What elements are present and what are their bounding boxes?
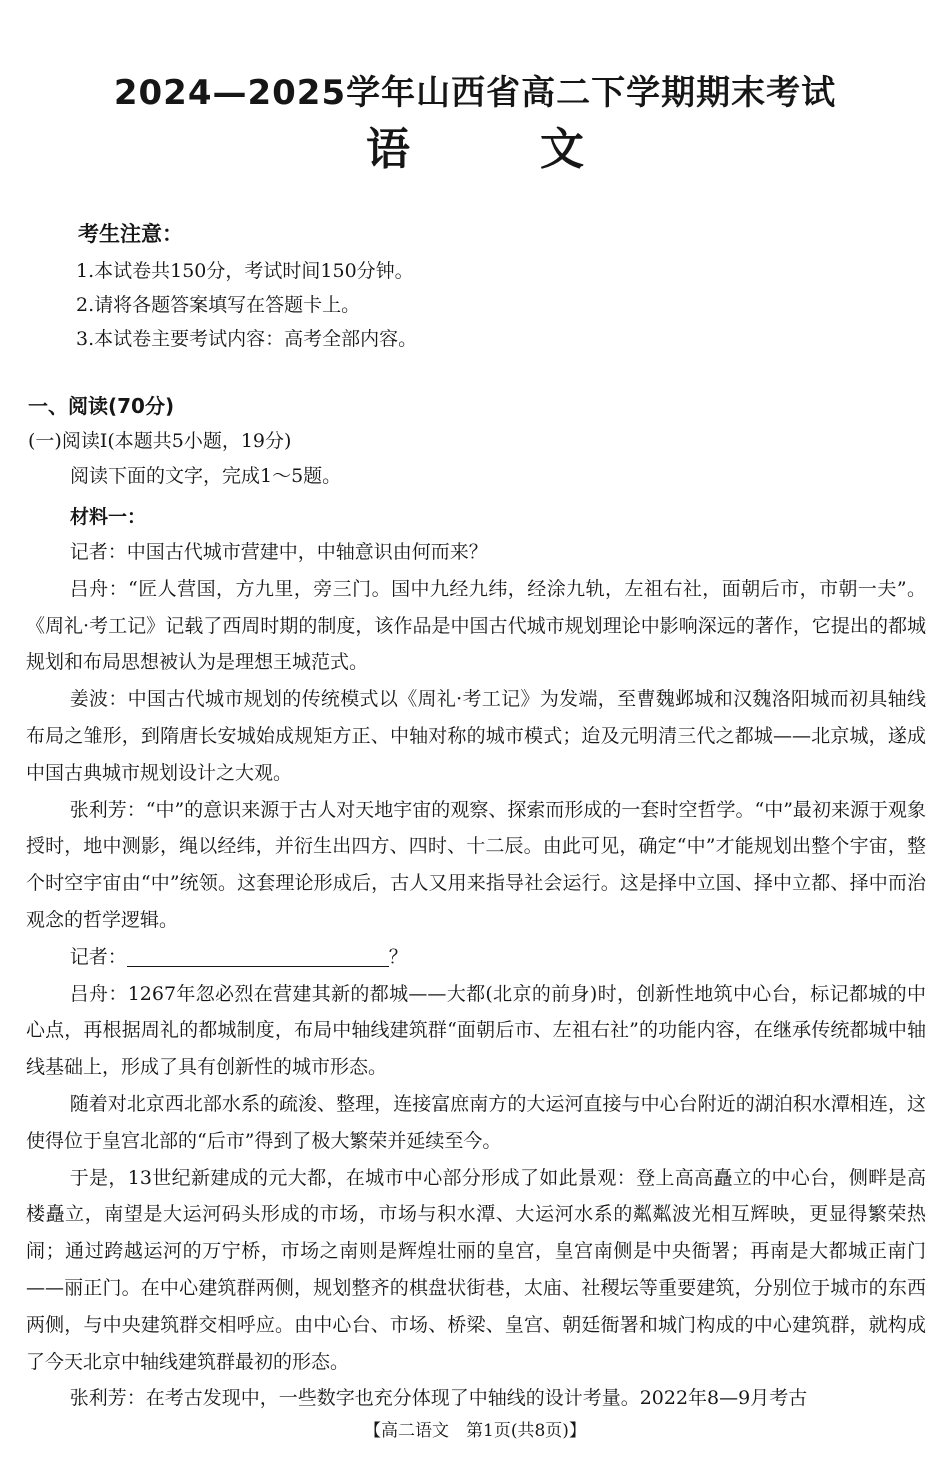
paragraph: 张利芳：“中”的意识来源于古人对天地宇宙的观察、探索而形成的一套时空哲学。“中”最初来源于观象授时，地中测影，绳以经纬，并衍生出四方、四时、十二辰。由此可见，确定“中”才能规划出整个宇宙，整个时空宇宙由“中”统领。这套理论形成后，古人又用来指导社会运行。这是择中立国、择中立都、择中而治观念的哲学逻辑。 — [26, 798, 926, 931]
paragraph: 随着对北京西北部水系的疏浚、整理，连接富庶南方的大运河直接与中心台附近的湖泊积水潭相连，这使得位于皇宫北部的“后市”得到了极大繁荣并延续至今。 — [26, 1092, 926, 1152]
page-footer: 【高二语文 第1页(共8页)】 — [364, 1421, 586, 1441]
paragraph: 张利芳：在考古发现中，一些数字也充分体现了中轴线的设计考量。2022年8—9月考古 — [69, 1387, 808, 1410]
question-prefix: 记者： — [69, 945, 127, 968]
notice-item: 2.请将各题答案填写在答题卡上。 — [76, 294, 361, 316]
subject-char-2: 文 — [540, 124, 584, 175]
section-heading: 一、阅读(70分) — [28, 394, 175, 418]
subject-char-1: 语 — [366, 124, 410, 175]
notice-heading: 考生注意： — [78, 222, 183, 246]
material-label: 材料一： — [70, 506, 147, 528]
paragraph: 记者：中国古代城市营建中，中轴意识由何而来？ — [69, 541, 488, 563]
passage — [26, 534, 926, 1417]
exam-title: 2024—2025学年山西省高二下学期期末考试 — [113, 73, 837, 113]
subsection-heading: (一)阅读Ⅰ(本题共5小题，19分) — [28, 430, 292, 452]
instruction: 阅读下面的文字，完成1～5题。 — [70, 465, 342, 487]
subject-title — [0, 120, 950, 180]
question-mark: ？ — [388, 945, 408, 968]
paragraph: 姜波：中国古代城市规划的传统模式以《周礼·考工记》为发端，至曹魏邺城和汉魏洛阳城而初具轴线布局之雏形，到隋唐长安城始成规矩方正、中轴对称的城市模式；迨及元明清三代之都城——北京城，遂成中国古典城市规划设计之大观。 — [26, 688, 926, 784]
fill-in-blank-line — [127, 947, 389, 967]
notice-item: 1.本试卷共150分，考试时间150分钟。 — [76, 260, 414, 282]
notice-item: 3.本试卷主要考试内容：高考全部内容。 — [76, 328, 418, 350]
paragraph: 吕舟：1267年忽必烈在营建其新的都城——大都(北京的前身)时，创新性地筑中心台，标记都城的中心点，再根据周礼的都城制度，布局中轴线建筑群“面朝后市、左祖右社”的功能内容，在继承传统都城中轴线基础上，形成了具有创新性的城市形态。 — [26, 982, 926, 1079]
paragraph-with-blank — [26, 939, 926, 976]
paragraph: 于是，13世纪新建成的元大都，在城市中心部分形成了如此景观：登上高高矗立的中心台，侧畔是高楼矗立，南望是大运河码头形成的市场，市场与积水潭、大运河水系的粼粼波光相互辉映，更显得繁荣热闹；通过跨越运河的万宁桥，市场之南则是辉煌壮丽的皇宫，皇宫南侧是中央衙署；再南是大都城正南门——丽正门。在中心建筑群两侧，规划整齐的棋盘状街巷，太庙、社稷坛等重要建筑，分别位于城市的东西两侧，与中央建筑群交相呼应。由中心台、市场、桥梁、皇宫、朝廷衙署和城门构成的中心建筑群，就构成了今天北京中轴线建筑群最初的形态。 — [26, 1166, 926, 1373]
notice-list — [76, 254, 417, 356]
paragraph: 吕舟：“匠人营国，方九里，旁三门。国中九经九纬，经涂九轨，左祖右社，面朝后市，市朝一夫”。《周礼·考工记》记载了西周时期的制度，该作品是中国古代城市规划理论中影响深远的著作，它提出的都城规划和布局思想被认为是理想王城范式。 — [26, 577, 926, 674]
